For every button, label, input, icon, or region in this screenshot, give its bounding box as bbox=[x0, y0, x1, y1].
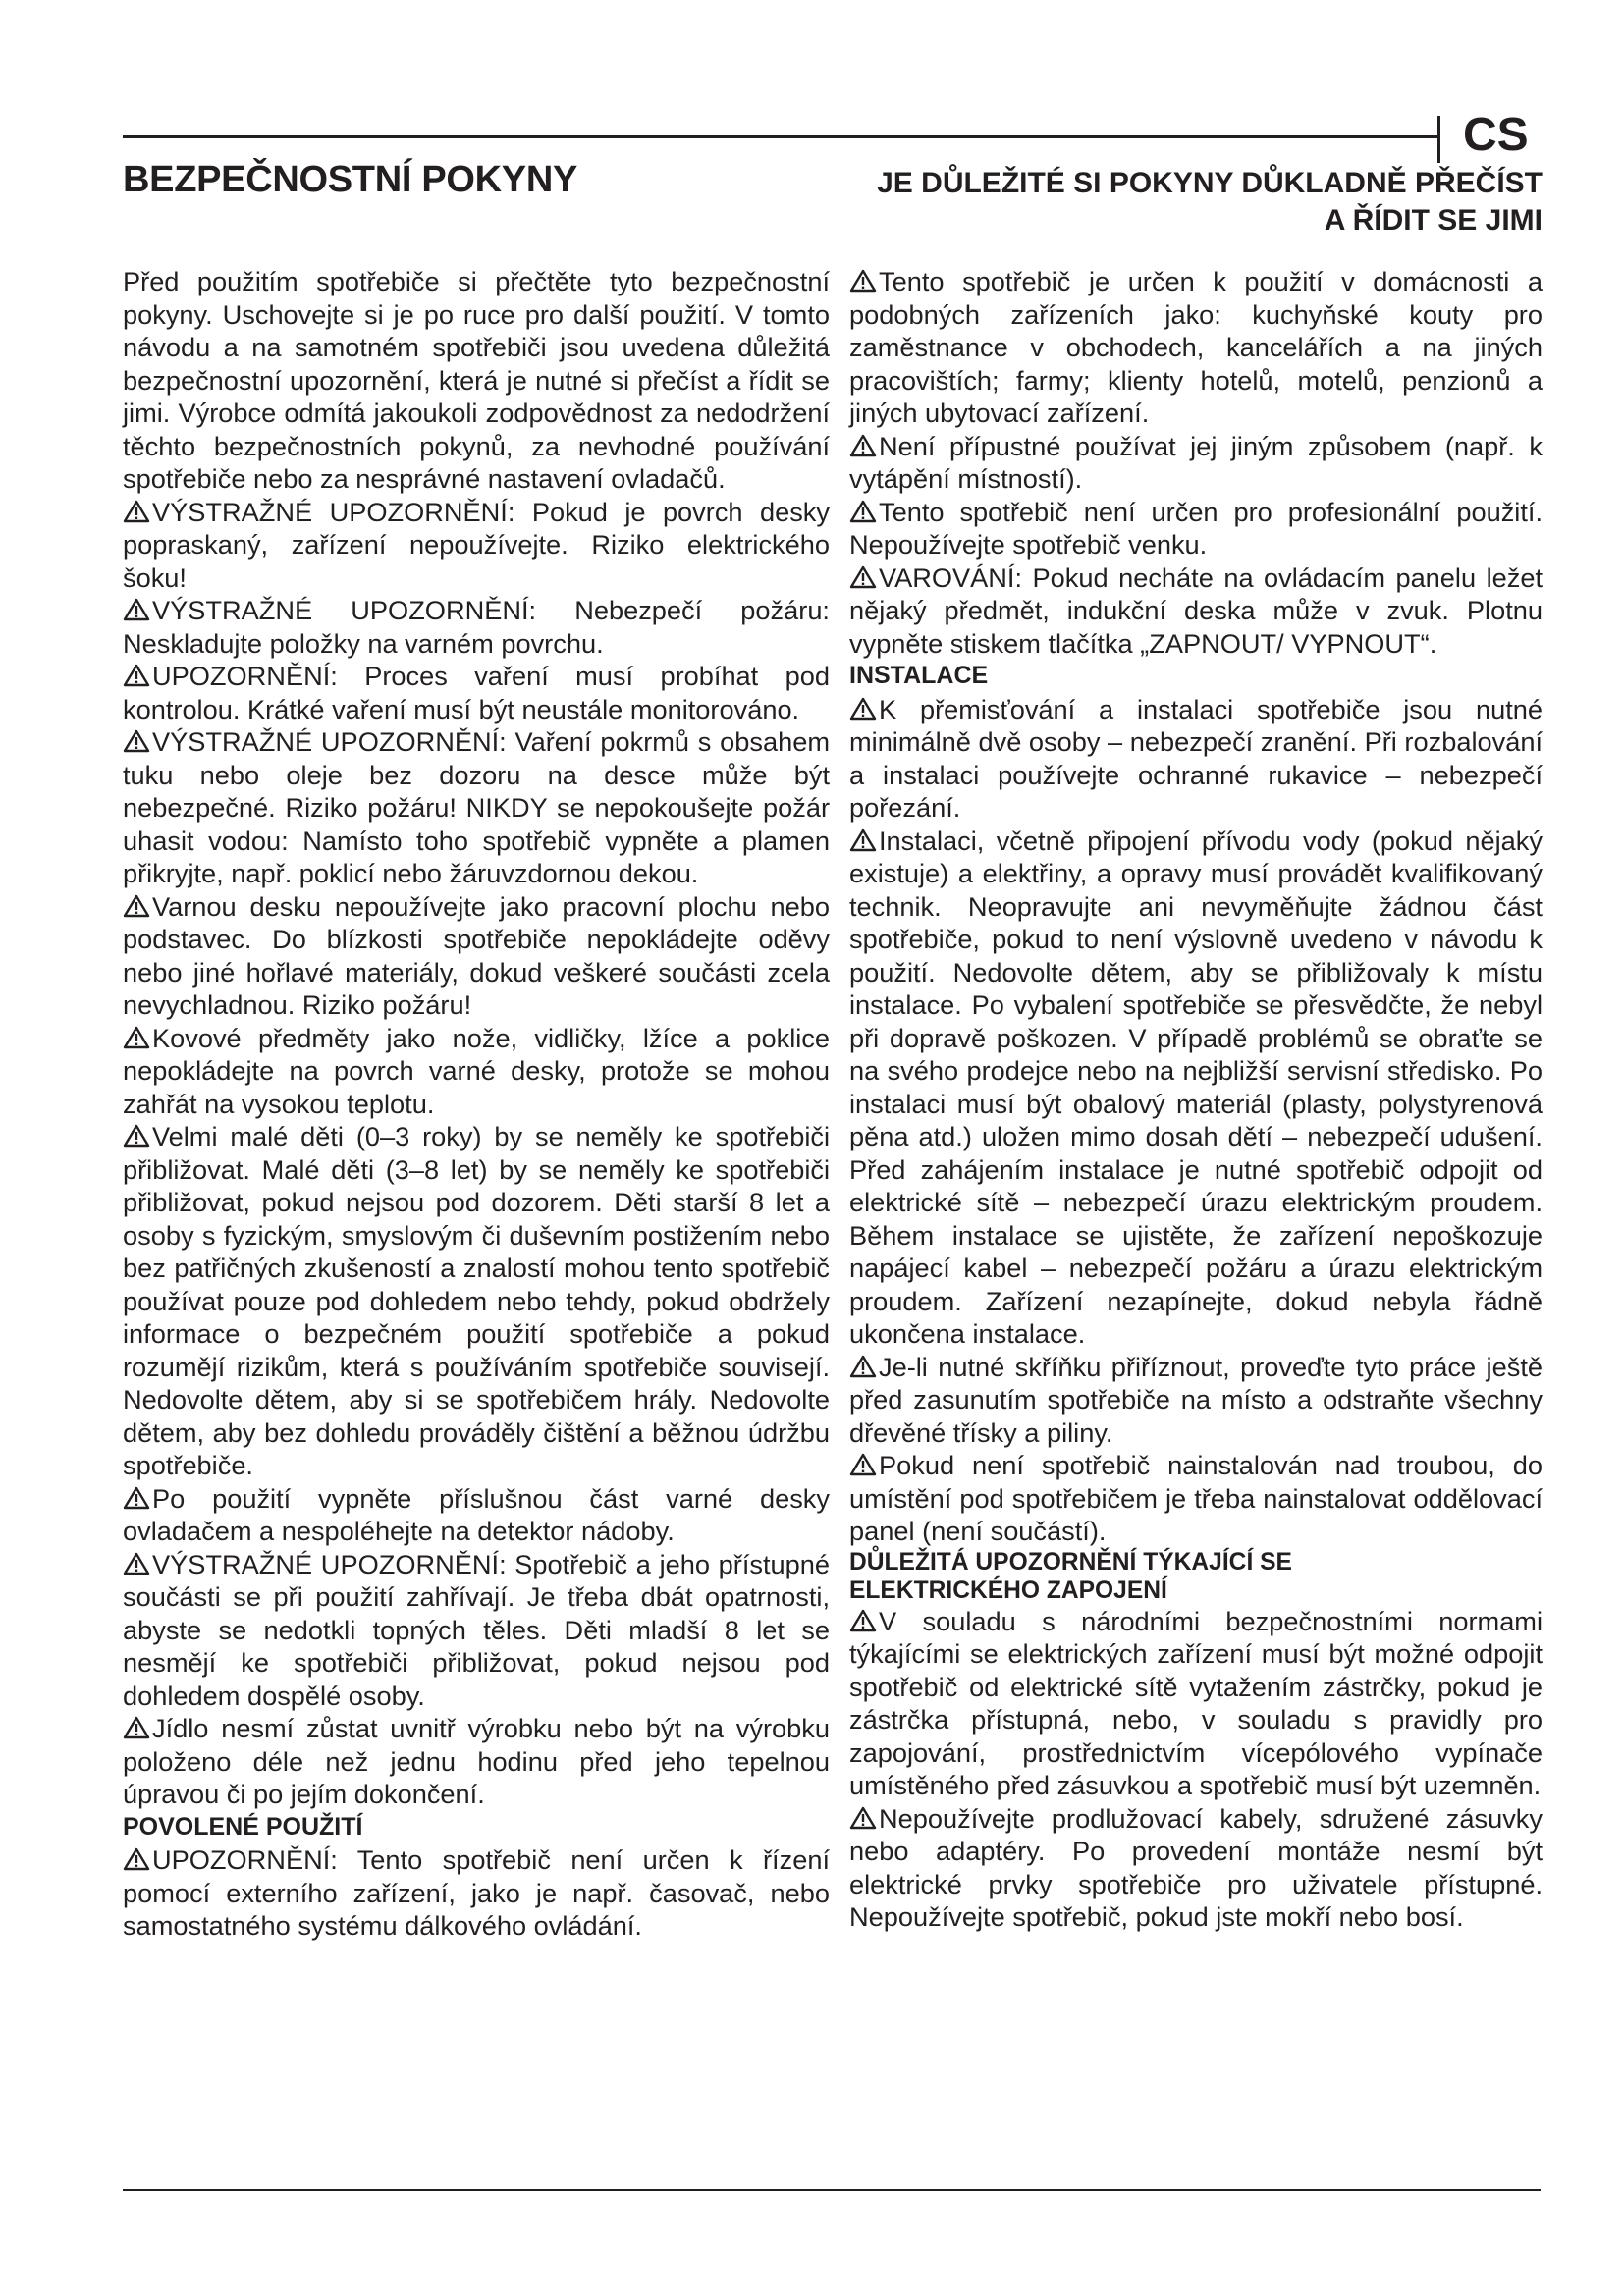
warning-text: Pokud není spotřebič nainstalován nad troubou, do umístění pod spotřebičem je třeba nainstalovat oddělovací panel (není součástí). bbox=[849, 1450, 1543, 1546]
warning-paragraph bbox=[123, 725, 830, 890]
warning-triangle-icon bbox=[123, 1716, 150, 1739]
warning-paragraph bbox=[849, 1449, 1543, 1548]
page-subtitle-line-2: A ŘÍDIT SE JIMI bbox=[1324, 204, 1543, 237]
warning-paragraph bbox=[849, 561, 1543, 661]
section-heading-permitted-use: POVOLENÉ POUŽITÍ bbox=[123, 1812, 363, 1841]
warning-paragraph bbox=[123, 1843, 830, 1943]
warning-text: Kovové předměty jako nože, vidličky, lžíce a poklice nepokládejte na povrch varné desky, protože se mohou zahřát na vysokou teplotu. bbox=[123, 1022, 830, 1119]
warning-triangle-icon bbox=[123, 729, 150, 753]
warning-triangle-icon bbox=[123, 664, 150, 687]
header-rule-vertical bbox=[1437, 116, 1440, 163]
warning-text: VÝSTRAŽNÉ UPOZORNĚNÍ: Vaření pokrmů s obsahem tuku nebo oleje bez dozoru na desce může být nebezpečné. Riziko požáru! NIKDY se nepokoušejte požár uhasit vodou: Namísto toho spotřebič vypněte a plamen přikryjte, např. poklicí nebo žáruvzdornou dekou. bbox=[123, 726, 830, 888]
warning-triangle-icon bbox=[849, 1453, 877, 1476]
warning-triangle-icon bbox=[849, 1806, 877, 1830]
warning-text: VÝSTRAŽNÉ UPOZORNĚNÍ: Nebezpečí požáru: Neskladujte položky na varném povrchu. bbox=[123, 595, 830, 659]
warning-paragraph bbox=[849, 265, 1543, 430]
warning-triangle-icon bbox=[849, 269, 877, 293]
warning-text: VAROVÁNÍ: Pokud necháte na ovládacím panelu ležet nějaký předmět, indukční deska může v zvuk. Plotnu vypněte stiskem tlačítka „ZAPNOUT/ VYPNOUT“. bbox=[849, 561, 1543, 659]
warning-text: Po použití vypněte příslušnou část varné desky ovladačem a nespoléhejte na detektor nádoby. bbox=[123, 1482, 830, 1546]
page-title-text: BEZPEČNOSTNÍ POKYNY bbox=[123, 159, 578, 200]
warning-paragraph bbox=[849, 496, 1543, 561]
warning-triangle-icon bbox=[123, 598, 150, 621]
warning-triangle-icon bbox=[123, 1486, 150, 1510]
warning-paragraph bbox=[123, 1482, 830, 1548]
warning-paragraph bbox=[849, 1802, 1543, 1934]
warning-text: Není přípustné používat jej jiným způsobem (např. k vytápění místností). bbox=[849, 430, 1543, 494]
warning-paragraph bbox=[849, 693, 1543, 825]
warning-text: V souladu s národními bezpečnostními normami týkajícími se elektrických zařízení musí být možné odpojit spotřebič od elektrické sítě vytažením zástrčky, pokud je zástrčka přístupná, nebo, v souladu s pravidly pro zapojování, prostřednictvím vícepólového vypínače umístěného před zásuvkou a spotřebič musí být uzemněn. bbox=[849, 1605, 1543, 1800]
right-column bbox=[849, 265, 1543, 1934]
warning-text: VÝSTRAŽNÉ UPOZORNĚNÍ: Pokud je povrch desky popraskaný, zařízení nepoužívejte. Riziko elektrického šoku! bbox=[123, 496, 830, 593]
warning-text: Nepoužívejte prodlužovací kabely, sdružené zásuvky nebo adaptéry. Po provedení montáže nesmí být elektrické prvky spotřebiče pro uživatele přístupné. Nepoužívejte spotřebič, pokud jste mokří nebo bosí. bbox=[849, 1802, 1543, 1932]
warning-triangle-icon bbox=[849, 1355, 877, 1378]
left-column bbox=[123, 265, 830, 1943]
warning-text: UPOZORNĚNÍ: Tento spotřebič není určen k řízení pomocí externího zařízení, jako je např. časovač, nebo samostatného systému dálkového ovládání. bbox=[123, 1844, 830, 1941]
warning-triangle-icon bbox=[849, 565, 877, 589]
warning-triangle-icon bbox=[849, 434, 877, 457]
warning-text: Jídlo nesmí zůstat uvnitř výrobku nebo být na výrobku položeno déle než jednu hodinu před jeho tepelnou úpravou či po jejím dokončení. bbox=[123, 1713, 830, 1809]
warning-text: VÝSTRAŽNÉ UPOZORNĚNÍ: Spotřebič a jeho přístupné součásti se při použití zahřívají. Je třeba dbát opatrnosti, abyste se nedotkli topných těles. Děti mladší 8 let se nesmějí ke spotřebiči přibližovat, pokud nejsou pod dohledem dospělé osoby. bbox=[123, 1548, 830, 1711]
warning-text: Tento spotřebič není určen pro profesionální použití. Nepoužívejte spotřebič venku. bbox=[849, 496, 1543, 560]
warning-paragraph bbox=[849, 430, 1543, 496]
warning-paragraph bbox=[123, 1120, 830, 1482]
page-subtitle bbox=[796, 165, 1543, 240]
warning-paragraph bbox=[849, 1351, 1543, 1450]
warning-text: Velmi malé děti (0–3 roky) by se neměly ke spotřebiči přibližovat. Malé děti (3–8 let) by se neměly ke spotřebiči přibližovat, pokud nejsou pod dozorem. Děti starší 8 let a osoby s fyzickým, smyslovým či duševním postižením nebo bez patřičných zkušeností a znalostí mohou tento spotřebič používat pouze pod dohledem nebo tehdy, pokud obdržely informace o bezpečném použití spotřebiče a pokud rozumějí rizikům, která s používáním spotřebiče souvisejí. Nedovolte dětem, aby si se spotřebičem hrály. Nedovolte dětem, aby bez dohledu prováděly čištění a běžnou údržbu spotřebiče. bbox=[123, 1121, 830, 1480]
warning-triangle-icon bbox=[849, 500, 877, 523]
warning-triangle-icon bbox=[849, 1609, 877, 1632]
warning-triangle-icon bbox=[849, 828, 877, 852]
warning-text: Je-li nutné skříňku přiříznout, proveďte tyto práce ještě před zasunutím spotřebiče na místo a odstraňte všechny dřevěné třísky a piliny. bbox=[849, 1351, 1543, 1448]
warning-paragraph bbox=[123, 1022, 830, 1121]
section-heading-electrical bbox=[849, 1548, 1543, 1605]
page-title bbox=[123, 157, 577, 202]
section-heading-installation: INSTALACE bbox=[849, 662, 989, 689]
warning-text: Tento spotřebič je určen k použití v domácnosti a podobných zařízeních jako: kuchyňské kouty pro zaměstnance v obchodech, kancelářích a na jiných pracovištích; farmy; klienty hotelů, motelů, penzionů a jiných ubytovací zařízení. bbox=[849, 266, 1543, 428]
warning-text: Instalaci, včetně připojení přívodu vody (pokud nějaký existuje) a elektřiny, a opravy musí provádět kvalifikovaný technik. Neopravujte ani nevyměňujte žádnou část spotřebiče, pokud to není výslovně uvedeno v návodu k použití. Nedovolte dětem, aby se přibližovaly k místu instalace. Po vybalení spotřebiče se přesvědčte, že nebyl při dopravě poškozen. V případě problémů se obraťte se na svého prodejce nebo na nejbližší servisní středisko. Po instalaci musí být obalový materiál (plasty, polystyrenová pěna atd.) uložen mimo dosah dětí – nebezpečí udušení. Před zahájením instalace je nutné spotřebič odpojit od elektrické sítě – nebezpečí úrazu elektrickým proudem. Během instalace se ujistěte, že zařízení nepoškozuje napájecí kabel – nebezpečí požáru a úrazu elektrickým proudem. Zařízení nezapínejte, dokud nebyla řádně ukončena instalace. bbox=[849, 825, 1543, 1349]
warning-paragraph bbox=[123, 594, 830, 660]
warning-text: K přemisťování a instalaci spotřebiče jsou nutné minimálně dvě osoby – nebezpečí zranění. Při rozbalování a instalaci používejte ochranné rukavice – nebezpečí pořezání. bbox=[849, 693, 1543, 823]
warning-paragraph bbox=[849, 825, 1543, 1351]
warning-paragraph bbox=[123, 496, 830, 595]
warning-triangle-icon bbox=[123, 1124, 150, 1148]
warning-triangle-icon bbox=[123, 500, 150, 523]
footer-rule bbox=[123, 2189, 1541, 2191]
warning-paragraph bbox=[123, 660, 830, 725]
intro-paragraph: Před použitím spotřebiče si přečtěte tyto bezpečnostní pokyny. Uschovejte si je po ruce pro další použití. V tomto návodu a na samotném spotřebiči jsou uvedena důležitá bezpečnostní upozornění, která je nutné si přečíst a řídit se jimi. Výrobce odmítá jakoukoli zodpovědnost za nedodržení těchto bezpečnostních pokynů, za nevhodné používání spotřebiče nebo za nesprávné nastavení ovladačů. bbox=[123, 266, 830, 494]
language-code: CS bbox=[1463, 109, 1529, 161]
section-heading-electrical-line-2: ELEKTRICKÉHO ZAPOJENÍ bbox=[849, 1576, 1167, 1604]
warning-triangle-icon bbox=[123, 1552, 150, 1575]
warning-triangle-icon bbox=[123, 1847, 150, 1871]
warning-text: UPOZORNĚNÍ: Proces vaření musí probíhat pod kontrolou. Krátké vaření musí být neustále monitorováno. bbox=[123, 661, 830, 724]
warning-triangle-icon bbox=[849, 697, 877, 721]
warning-paragraph bbox=[123, 1548, 830, 1713]
warning-text: Varnou desku nepoužívejte jako pracovní plochu nebo podstavec. Do blízkosti spotřebiče nepokládejte oděvy nebo jiné hořlavé materiály, dokud veškeré součásti zcela nevychladnou. Riziko požáru! bbox=[123, 890, 830, 1020]
warning-paragraph bbox=[123, 1712, 830, 1811]
section-heading-electrical-line-1: DŮLEŽITÁ UPOZORNĚNÍ TÝKAJÍCÍ SE bbox=[849, 1548, 1292, 1575]
header-rule bbox=[123, 135, 1438, 138]
page-subtitle-line-1: JE DŮLEŽITÉ SI POKYNY DŮKLADNĚ PŘEČÍST bbox=[877, 167, 1543, 199]
warning-triangle-icon bbox=[123, 894, 150, 918]
warning-paragraph bbox=[123, 890, 830, 1022]
warning-triangle-icon bbox=[123, 1026, 150, 1049]
warning-paragraph bbox=[849, 1605, 1543, 1802]
